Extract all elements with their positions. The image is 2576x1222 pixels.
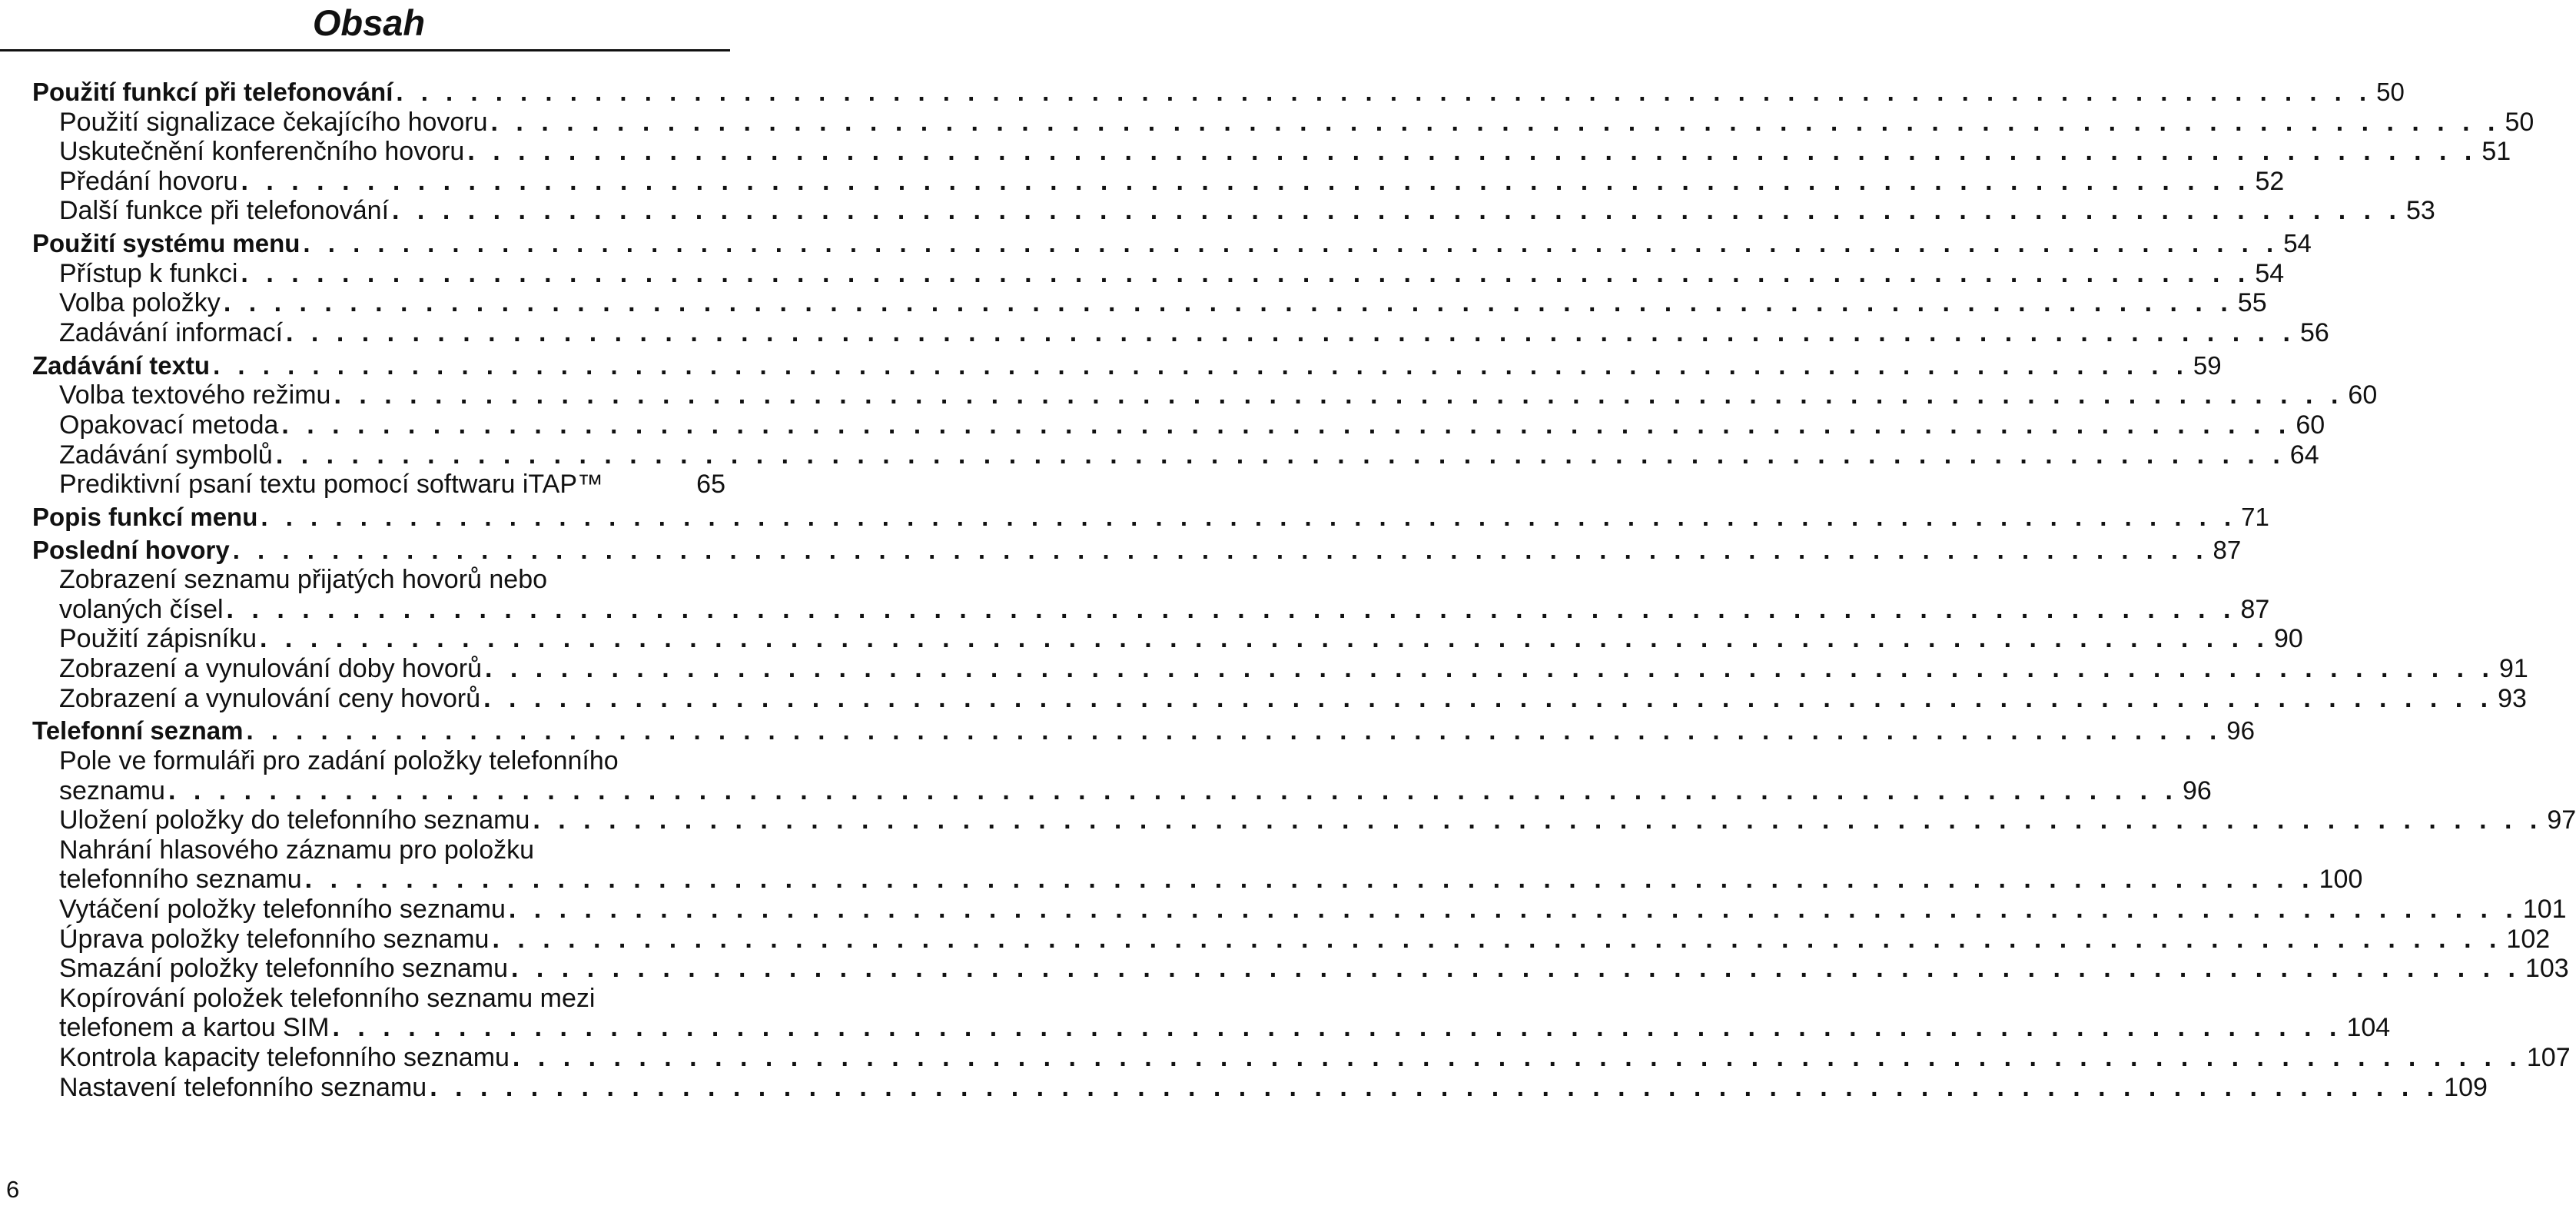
dot-leader: . . . . . . . . . . . . . . . . . . . . . . . . . . . . . . . . . . . . . . . . . . . . . . . . . . . . . . . . . . . . . . . . . . . . . . . . . . . . . . . . bbox=[241, 258, 2251, 288]
toc-section[interactable] bbox=[32, 835, 2363, 895]
toc-entry-label: Zobrazení seznamu přijatých hovorů nebo bbox=[59, 565, 548, 595]
toc-entry-label: Popis funkcí menu bbox=[32, 502, 258, 531]
toc-entry-label: telefonního seznamu bbox=[59, 865, 302, 895]
toc-entry-label: Volba položky bbox=[59, 288, 221, 318]
title-divider bbox=[0, 49, 730, 51]
toc-section[interactable] bbox=[32, 410, 2325, 440]
toc-chapter[interactable] bbox=[32, 502, 2269, 533]
toc-section[interactable] bbox=[32, 288, 2267, 318]
toc-page-number: 109 bbox=[2444, 1072, 2488, 1102]
toc-entry-label: Zobrazení a vynulování doby hovorů bbox=[59, 654, 483, 684]
toc-page-number: 87 bbox=[2213, 535, 2242, 564]
toc-entry-label: Prediktivní psaní textu pomocí softwaru iTAP™ bbox=[59, 470, 603, 500]
toc-section[interactable] bbox=[32, 196, 2435, 226]
dot-leader: . . . . . . . . . . . . . . . . . . . . . . . . . . . . . . . . . . . . . . . . . . . . . . . . . . . . . . . . . . . . . . . . . . . . . . . . . . . . . . . . bbox=[396, 78, 2372, 106]
dot-leader: . . . . . . . . . . . . . . . . . . . . . . . . . . . . . . . . . . . . . . . . . . . . . . . . . . . . . . . . . . . . . . . . . . . . . . . . . . . . . . . . bbox=[512, 1042, 2522, 1072]
toc-entry-label: Volba textového režimu bbox=[59, 380, 331, 410]
toc-page-number: 53 bbox=[2406, 196, 2435, 226]
toc-entry-label: Smazání položky telefonního seznamu bbox=[59, 954, 509, 984]
toc-entry-label: Nastavení telefonního seznamu bbox=[59, 1072, 427, 1102]
toc-page-number: 64 bbox=[2289, 440, 2319, 470]
toc-page-number: 104 bbox=[2346, 1013, 2391, 1043]
toc-page-number: 96 bbox=[2226, 716, 2255, 745]
toc-entry-label: Zadávání informací bbox=[59, 317, 284, 347]
dot-leader: . . . . . . . . . . . . . . . . . . . . . . . . . . . . . . . . . . . . . . . . . . . . . . . . . . . . . . . . . . . . . . . . . . . . . . . . . . . . . . . . bbox=[467, 137, 2478, 167]
dot-leader: . . . . . . . . . . . . . . . . . . . . . . . . . . . . . . . . . . . . . . . . . . . . . . . . . . . . . . . . . . . . . . . . . . . . . . . . . . . . . . . . bbox=[485, 654, 2495, 684]
toc-page-number: 50 bbox=[2376, 78, 2405, 106]
toc-page-number: 54 bbox=[2283, 229, 2312, 258]
toc-page-number: 51 bbox=[2481, 137, 2511, 167]
page-title: Obsah bbox=[312, 2, 426, 43]
toc-entry-label: Kontrola kapacity telefonního seznamu bbox=[59, 1042, 510, 1072]
toc-entry-label: Zadávání symbolů bbox=[59, 440, 273, 470]
toc-section[interactable] bbox=[32, 380, 2378, 410]
toc-chapter[interactable] bbox=[32, 350, 2222, 381]
toc-chapter[interactable] bbox=[32, 535, 2242, 566]
toc-page-number: 103 bbox=[2525, 954, 2569, 984]
toc-page-number: 54 bbox=[2255, 258, 2285, 288]
toc-section[interactable] bbox=[32, 1072, 2488, 1103]
dot-leader: . . . . . . . . . . . . . . . . . . . . . . . . . . . . . . . . . . . . . . . . . . . . . . . . . . . . . . . . . . . . . . . . . . . . . . . . . . . . . . . . bbox=[430, 1072, 2440, 1102]
toc-page-number: 93 bbox=[2498, 683, 2527, 713]
dot-leader: . . . . . . . . . . . . . . . . . . . . . . . . . . . . . . . . . . . . . . . . . . . . . . . . . . . . . . . . . . . . . . . . . . . . . . . . . . . . . . . . bbox=[275, 440, 2286, 470]
toc-section[interactable] bbox=[32, 1042, 2571, 1073]
toc-chapter[interactable] bbox=[32, 78, 2405, 108]
table-of-contents bbox=[32, 78, 2576, 1102]
toc-section[interactable] bbox=[32, 166, 2285, 197]
toc-page-number: 71 bbox=[2241, 502, 2269, 531]
toc-entry-label: Přístup k funkci bbox=[59, 258, 238, 288]
toc-section[interactable] bbox=[32, 894, 2567, 925]
toc-page-number: 97 bbox=[2547, 805, 2576, 835]
dot-leader: . . . . . . . . . . . . . . . . . . . . . . . . . . . . . . . . . . . . . . . . . . . . . . . . . . . . . . . . . . . . . . . . . . . . . . . . . . . . . . . . bbox=[286, 317, 2295, 347]
toc-section[interactable] bbox=[32, 683, 2527, 714]
toc-entry-label: Uskutečnění konferenčního hovoru bbox=[59, 137, 465, 167]
toc-chapter[interactable] bbox=[32, 229, 2312, 259]
toc-entry-label: Použití zápisníku bbox=[59, 624, 257, 654]
toc-section[interactable] bbox=[32, 470, 725, 500]
toc-section[interactable] bbox=[32, 954, 2569, 984]
dot-leader: . . . . . . . . . . . . . . . . . . . . . . . . . . . . . . . . . . . . . . . . . . . . . . . . . . . . . . . . . . . . . . . . . . . . . . . . . . . . . . . . bbox=[226, 594, 2236, 624]
dot-leader: . . . . . . . . . . . . . . . . . . . . . . . . . . . . . . . . . . . . . . . . . . . . . . . . . . . . . . . . . . . . . . . . . . . . . . . . . . . . . . . . bbox=[332, 1013, 2342, 1043]
toc-page-number: 91 bbox=[2498, 654, 2528, 684]
toc-entry-label: Opakovací metoda bbox=[59, 410, 279, 440]
toc-entry-label: Předání hovoru bbox=[59, 166, 238, 196]
toc-entry-label: Úprava položky telefonního seznamu bbox=[59, 924, 490, 954]
toc-entry-label: Použití systému menu bbox=[32, 229, 300, 258]
dot-leader: . . . . . . . . . . . . . . . . . . . . . . . . . . . . . . . . . . . . . . . . . . . . . . . . . . . . . . . . . . . . . . . . . . . . . . . . . . . . . . . . bbox=[223, 288, 2233, 318]
toc-section[interactable] bbox=[32, 924, 2551, 955]
toc-entry-label: Zadávání textu bbox=[32, 350, 211, 380]
toc-entry-label: Pole ve formuláři pro zadání položky telefonního bbox=[59, 746, 619, 775]
dot-leader: . . . . . . . . . . . . . . . . . . . . . . . . . . . . . . . . . . . . . . . . . . . . . . . . . . . . . . . . . . . . . . . . . . . . . . . . . . . . . . . . bbox=[241, 166, 2251, 196]
dot-leader: . . . . . . . . . . . . . . . . . . . . . . . . . . . . . . . . . . . . . . . . . . . . . . . . . . . . . . . . . . . . . . . . . . . . . . . . . . . . . . . . bbox=[303, 229, 2279, 258]
toc-page-number: 60 bbox=[2348, 380, 2378, 410]
toc-page-number: 52 bbox=[2255, 166, 2285, 196]
dot-leader: . . . . . . . . . . . . . . . . . . . . . . . . . . . . . . . . . . . . . . . . . . . . . . . . . . . . . . . . . . . . . . . . . . . . . . . . . . . . . . . . bbox=[168, 775, 2178, 805]
toc-entry-label: Použití signalizace čekajícího hovoru bbox=[59, 107, 488, 137]
toc-section[interactable] bbox=[32, 317, 2329, 348]
toc-section[interactable] bbox=[32, 746, 2212, 805]
toc-section[interactable] bbox=[32, 805, 2576, 835]
toc-page-number: 96 bbox=[2182, 775, 2212, 805]
dot-leader: . . . . . . . . . . . . . . . . . . . . . . . . . . . . . . . . . . . . . . . . . . . . . . . . . . . . . . . . . . . . . . . . . . . . . . . . . . . . . . . . bbox=[260, 624, 2269, 654]
toc-page-number: 50 bbox=[2505, 107, 2535, 137]
toc-page-number: 90 bbox=[2274, 624, 2303, 654]
dot-leader: . . . . . . . . . . . . . . . . . . . . . . . . . . . . . . . . . . . . . . . . . . . . . . . . . . . . . . . . . . . . . . . . . . . . . . . . . . . . . . . . bbox=[392, 196, 2402, 226]
dot-leader: . . . . . . . . . . . . . . . . . . . . . . . . . . . . . . . . . . . . . . . . . . . . . . . . . . . . . . . . . . . . . . . . . . . . . . . . . . . . . . . . bbox=[213, 350, 2189, 380]
toc-page-number: 102 bbox=[2506, 924, 2551, 954]
toc-page-number: 65 bbox=[696, 470, 725, 500]
dot-leader: . . . . . . . . . . . . . . . . . . . . . . . . . . . . . . . . . . . . . . . . . . . . . . . . . . . . . . . . . . . . . . . . . . . . . . . . . . . . . . . . bbox=[511, 954, 2521, 984]
dot-leader: . . . . . . . . . . . . . . . . . . . . . . . . . . . . . . . . . . . . . . . . . . . . . . . . . . . . . . . . . . . . . . . . . . . . . . . . . . . . . . . . bbox=[281, 410, 2292, 440]
toc-entry-label: Nahrání hlasového záznamu pro položku bbox=[59, 835, 535, 865]
toc-section[interactable] bbox=[32, 137, 2511, 167]
dot-leader: . . . . . . . . . . . . . . . . . . . . . . . . . . . . . . . . . . . . . . . . . . . . . . . . . . . . . . . . . . . . . . . . . . . . . . . . . . . . . . . . bbox=[492, 924, 2502, 954]
toc-entry-label: seznamu bbox=[59, 775, 165, 805]
dot-leader: . . . . . . . . . . . . . . . . . . . . . . . . . . . . . . . . . . . . . . . . . . . . . . . . . . . . . . . . . . . . . . . . . . . . . . . . . . . . . . . . bbox=[490, 107, 2501, 137]
toc-entry-label: telefonem a kartou SIM bbox=[59, 1013, 330, 1043]
toc-entry-label: Uložení položky do telefonního seznamu bbox=[59, 805, 530, 835]
toc-section[interactable] bbox=[32, 654, 2528, 684]
toc-entry-label: Použití funkcí při telefonování bbox=[32, 78, 393, 106]
dot-leader: . . . . . . . . . . . . . . . . . . . . . . . . . . . . . . . . . . . . . . . . . . . . . . . . . . . . . . . . . . . . . . . . . . . . . . . . . . . . . . . . bbox=[304, 865, 2315, 895]
toc-entry-label: Zobrazení a vynulování ceny hovorů bbox=[59, 683, 481, 713]
toc-page-number: 59 bbox=[2193, 350, 2222, 380]
dot-leader: . . . . . . . . . . . . . . . . . . . . . . . . . . . . . . . . . . . . . . . . . . . . . . . . . . . . . . . . . . . . . . . . . . . . . . . . . . . . . . . . bbox=[246, 716, 2222, 745]
toc-section[interactable] bbox=[32, 565, 2270, 624]
dot-leader: . . . . . . . . . . . . . . . . . . . . . . . . . . . . . . . . . . . . . . . . . . . . . . . . . . . . . . . . . . . . . . . . . . . . . . . . . . . . . . . . bbox=[334, 380, 2344, 410]
toc-section[interactable] bbox=[32, 440, 2319, 470]
toc-section[interactable] bbox=[32, 983, 2391, 1043]
toc-chapter[interactable] bbox=[32, 716, 2255, 746]
toc-entry-label: Další funkce při telefonování bbox=[59, 196, 390, 226]
toc-section[interactable] bbox=[32, 624, 2303, 654]
toc-page-number: 107 bbox=[2526, 1042, 2571, 1072]
toc-page-number: 60 bbox=[2295, 410, 2325, 440]
dot-leader: . . . . . . . . . . . . . . . . . . . . . . . . . . . . . . . . . . . . . . . . . . . . . . . . . . . . . . . . . . . . . . . . . . . . . . . . . . . . . . . . bbox=[261, 502, 2237, 531]
toc-entry-label: Poslední hovory bbox=[32, 535, 230, 564]
toc-page-number: 100 bbox=[2319, 865, 2363, 895]
toc-entry-label: volaných čísel bbox=[59, 594, 224, 624]
dot-leader: . . . . . . . . . . . . . . . . . . . . . . . . . . . . . . . . . . . . . . . . . . . . . . . . . . . . . . . . . . . . . . . . . . . . . . . . . . . . . . . . bbox=[483, 683, 2494, 713]
page-number: 6 bbox=[6, 1176, 20, 1203]
dot-leader: . . . . . . . . . . . . . . . . . . . . . . . . . . . . . . . . . . . . . . . . . . . . . . . . . . . . . . . . . . . . . . . . . . . . . . . . . . . . . . . . bbox=[508, 894, 2518, 924]
dot-leader: . . . . . . . . . . . . . . . . . . . . . . . . . . . . . . . . . . . . . . . . . . . . . . . . . . . . . . . . . . . . . . . . . . . . . . . . . . . . . . . . bbox=[533, 805, 2543, 835]
toc-page-number: 87 bbox=[2240, 594, 2270, 624]
toc-section[interactable] bbox=[32, 107, 2535, 138]
toc-page-number: 56 bbox=[2300, 317, 2329, 347]
dot-leader: . . . . . . . . . . . . . . . . . . . . . . . . . . . . . . . . . . . . . . . . . . . . . . . . . . . . . . . . . . . . . . . . . . . . . . . . . . . . . . . . bbox=[232, 535, 2209, 564]
toc-page-number: 55 bbox=[2237, 288, 2267, 318]
toc-section[interactable] bbox=[32, 258, 2285, 289]
toc-entry-label: Vytáčení položky telefonního seznamu bbox=[59, 894, 506, 924]
toc-entry-label: Telefonní seznam bbox=[32, 716, 244, 745]
toc-page-number: 101 bbox=[2522, 894, 2567, 924]
toc-entry-label: Kopírování položek telefonního seznamu mezi bbox=[59, 983, 596, 1013]
